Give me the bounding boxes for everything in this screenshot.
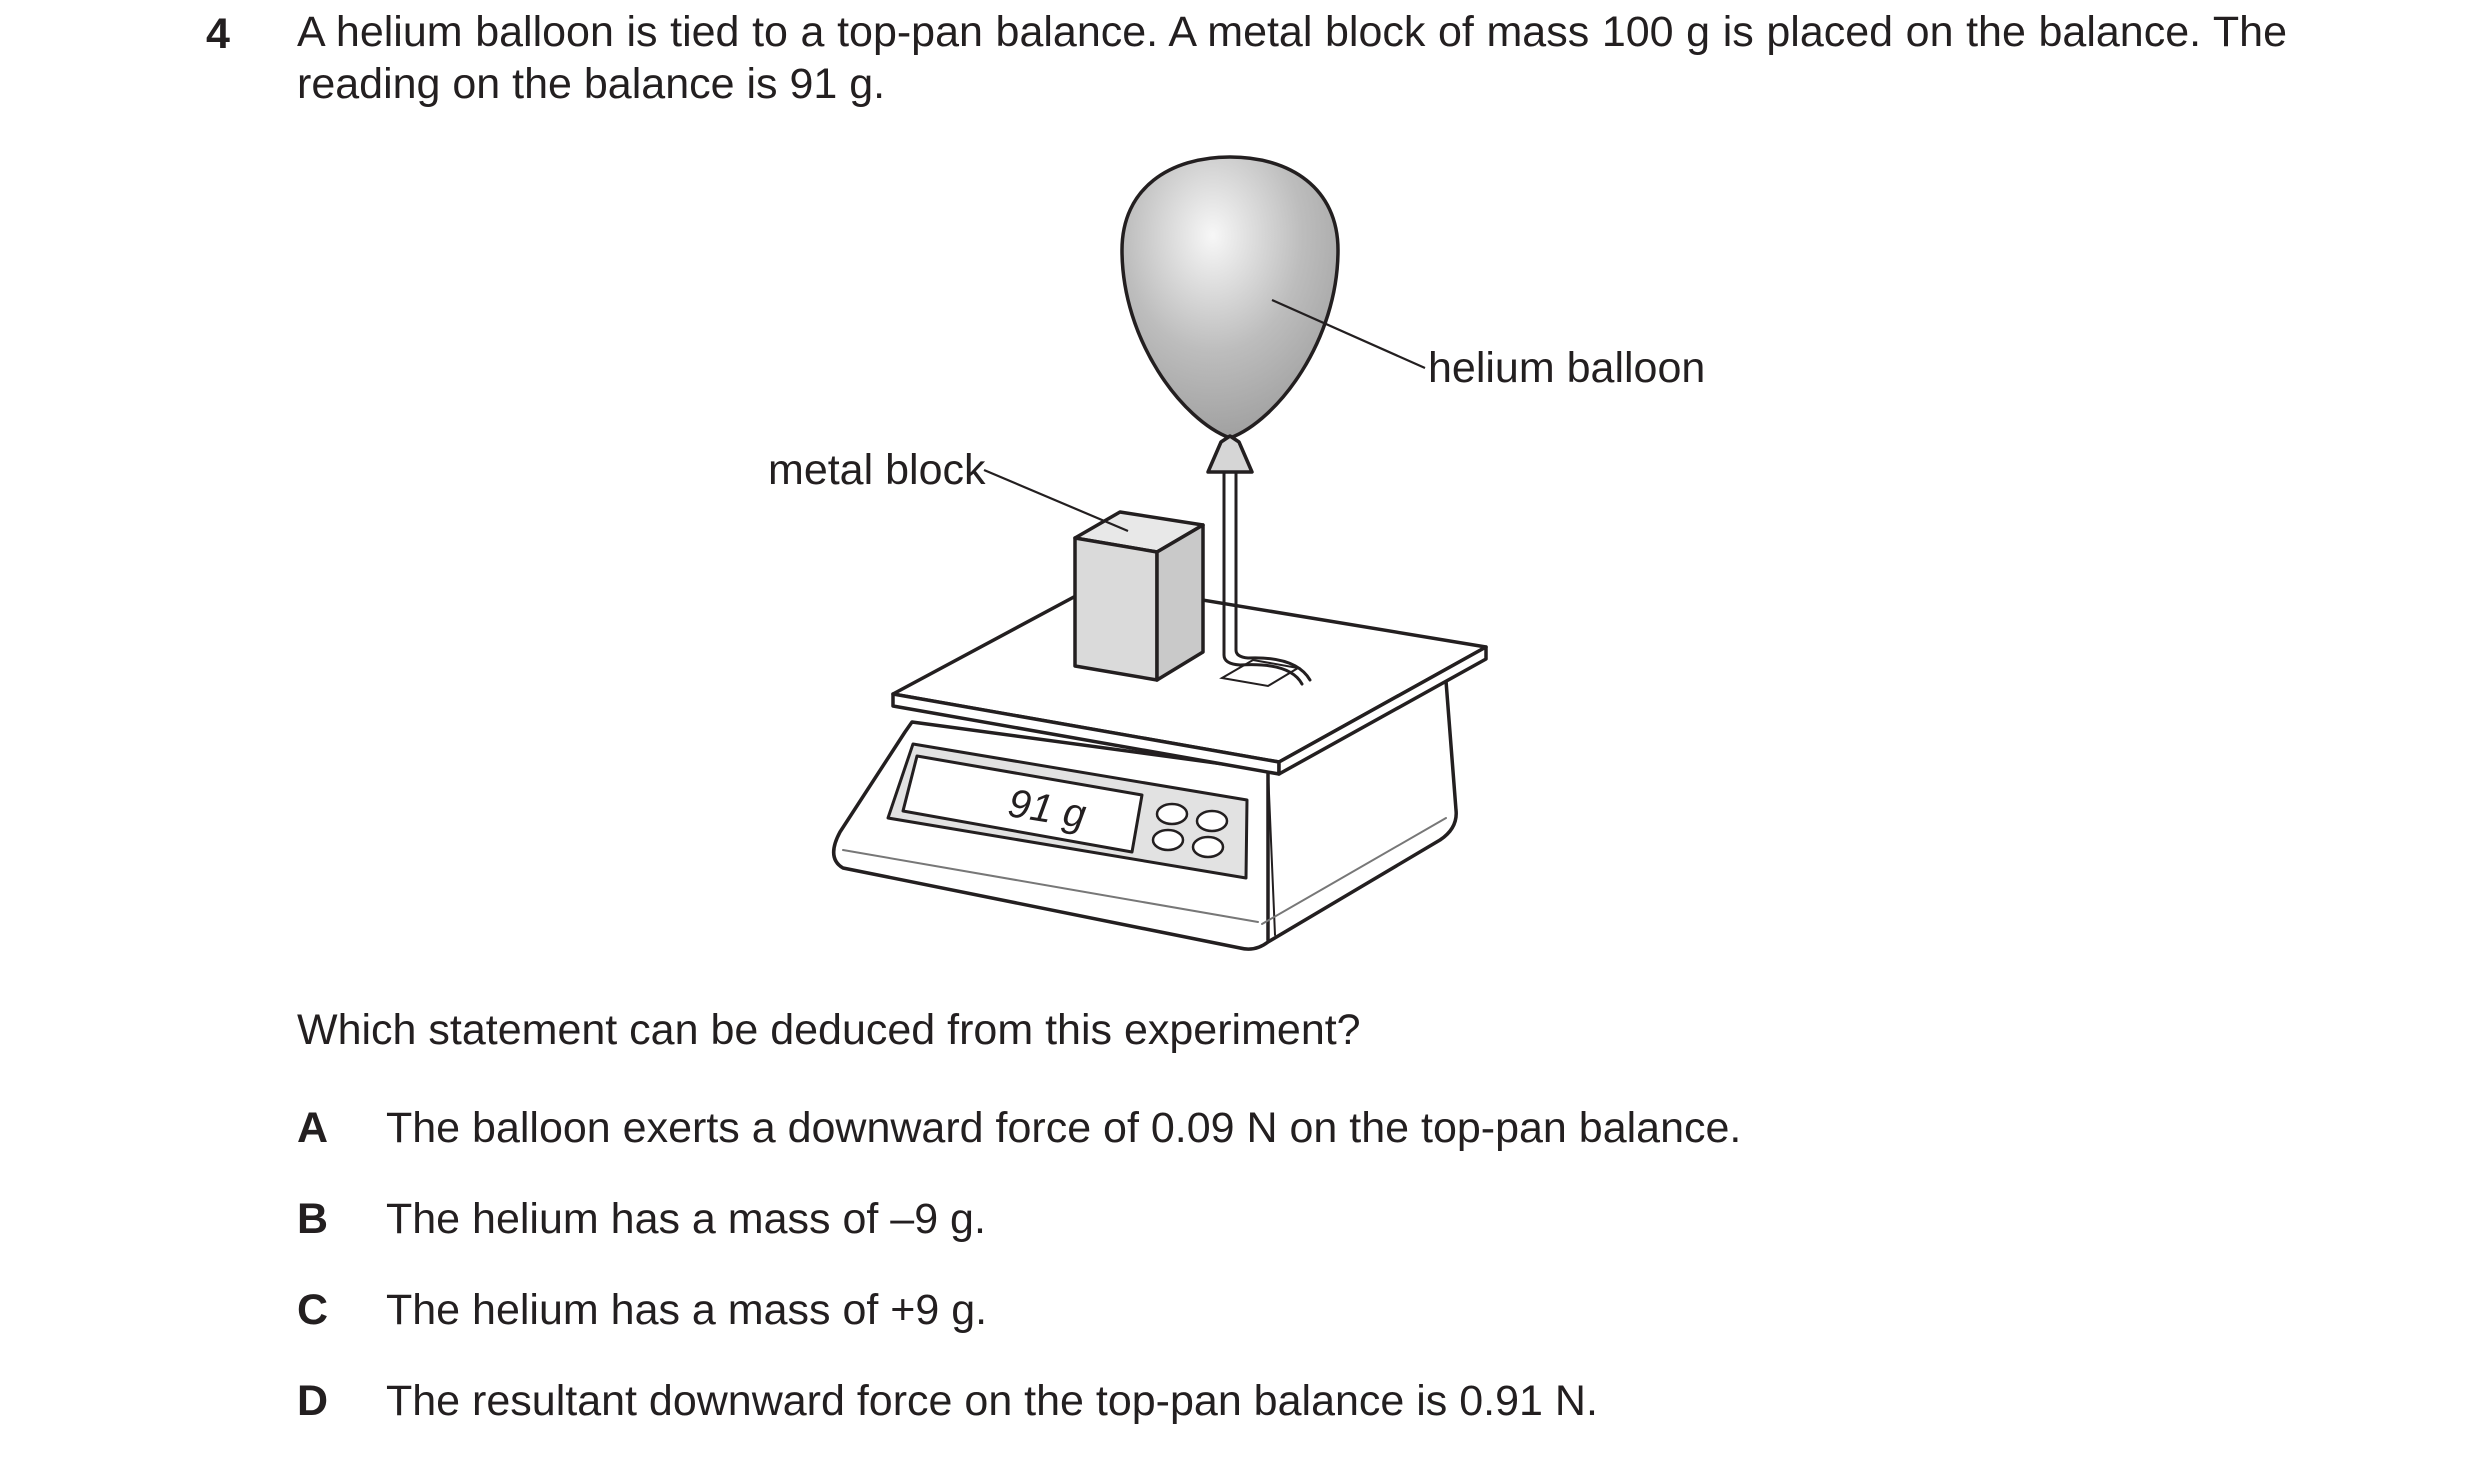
button-icon [1193,837,1223,857]
helium-balloon-label: helium balloon [1428,344,1706,392]
option-letter: A [297,1104,329,1152]
metal-block-label: metal block [768,446,986,494]
metal-block [1075,512,1203,680]
question-number: 4 [206,10,230,58]
option-b[interactable] [297,1193,986,1245]
option-letter: D [297,1377,329,1425]
block-leader-line [984,470,1128,531]
option-text: The helium has a mass of –9 g. [386,1195,986,1243]
option-letter: B [297,1195,329,1243]
option-a[interactable] [297,1102,1741,1154]
button-icon [1153,830,1183,850]
display-reading: 91 g [1005,781,1089,837]
option-letter: C [297,1286,329,1334]
button-icon [1157,804,1187,824]
option-c[interactable] [297,1284,987,1336]
option-text: The balloon exerts a downward force of 0.09 N on the top-pan balance. [386,1104,1742,1152]
button-icon [1197,811,1227,831]
question-stem: A helium balloon is tied to a top-pan balance. A metal block of mass 100 g is placed on the balance. The reading on the balance is 91 g. [297,8,2287,108]
option-text: The helium has a mass of +9 g. [386,1286,988,1334]
option-d[interactable] [297,1375,1598,1427]
option-text: The resultant downward force on the top-pan balance is 0.91 N. [386,1377,1598,1425]
question-prompt: Which statement can be deduced from this experiment? [297,1006,1361,1054]
